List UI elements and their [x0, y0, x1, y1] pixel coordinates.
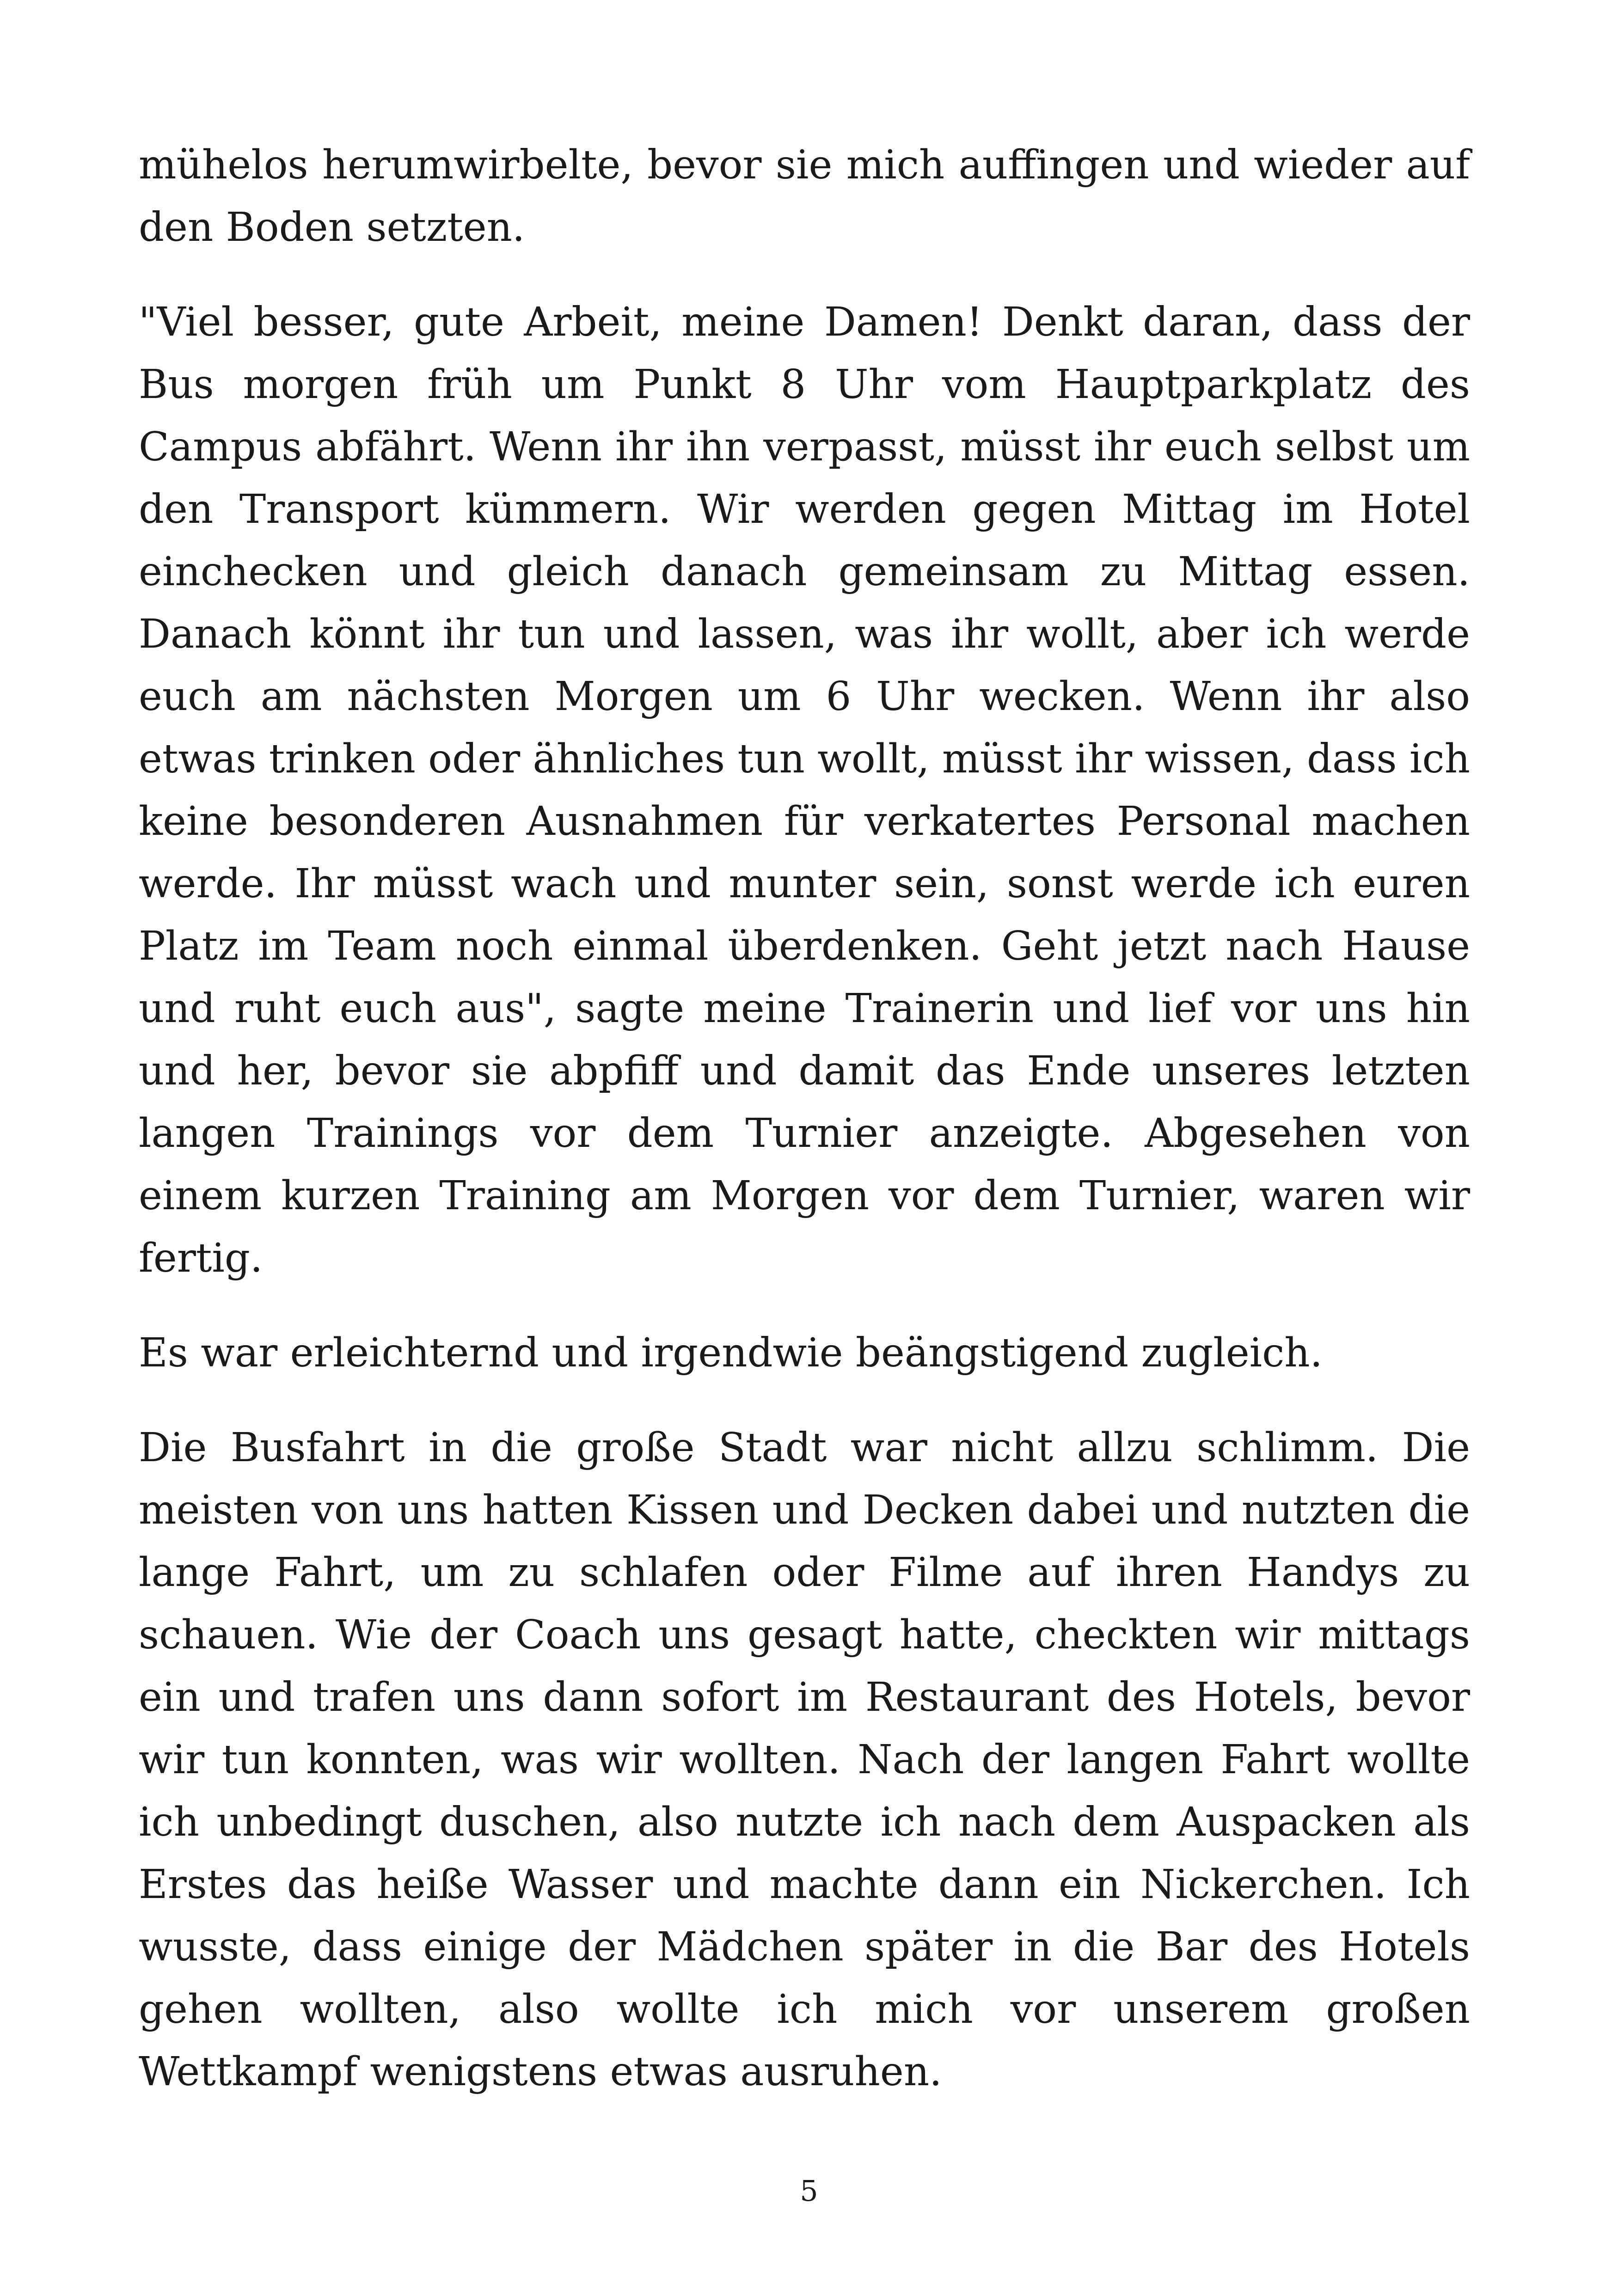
page-number: 5 — [800, 2174, 818, 2208]
paragraph: Die Busfahrt in die große Stadt war nicht allzu schlimm. Die meisten von uns hatten Kissen und Decken dabei und nutzten die lange Fahrt, um zu schlafen oder Filme auf ihren Handys zu schauen. Wie der Coach uns gesagt hatte, checkten wir mittags ein und trafen uns dann sofort im Restaurant des Hotels, bevor wir tun konnten, was wir wollten. Nach der langen Fahrt wollte ich unbedingt duschen, also nutzte ich nach dem Auspacken als Erstes das heiße Wasser und machte dann ein Nickerchen. Ich wusste, dass einige der Mädchen später in die Bar des Hotels gehen wollten, also wollte ich mich vor unserem großen Wettkampf wenigstens etwas ausruhen. — [139, 1425, 1470, 2095]
body-text — [139, 134, 1470, 2136]
paragraph: mühelos herumwirbelte, bevor sie mich auffingen und wieder auf den Boden setzten. — [139, 142, 1470, 251]
paragraph: Es war erleichternd und irgendwie beängstigend zugleich. — [139, 1330, 1323, 1376]
paragraph: "Viel besser, gute Arbeit, meine Damen! Denkt daran, dass der Bus morgen früh um Punkt 8 Uhr vom Hauptparkplatz des Campus abfährt. Wenn ihr ihn verpasst, müsst ihr euch selbst um den Transport kümmern. Wir werden gegen Mittag im Hotel einchecken und gleich danach gemeinsam zu Mittag essen. Danach könnt ihr tun und lassen, was ihr wollt, aber ich werde euch am nächsten Morgen um 6 Uhr wecken. Wenn ihr also etwas trinken oder ähnliches tun wollt, müsst ihr wissen, dass ich keine besonderen Ausnahmen für verkatertes Personal machen werde. Ihr müsst wach und munter sein, sonst werde ich euren Platz im Team noch einmal überdenken. Geht jetzt nach Hause und ruht euch aus", sagte meine Trainerin und lief vor uns hin und her, bevor sie abpfiff und damit das Ende unseres letzten langen Trainings vor dem Turnier anzeigte. Abgesehen von einem kurzen Training am Morgen vor dem Turnier, waren wir fertig. — [139, 299, 1470, 1281]
